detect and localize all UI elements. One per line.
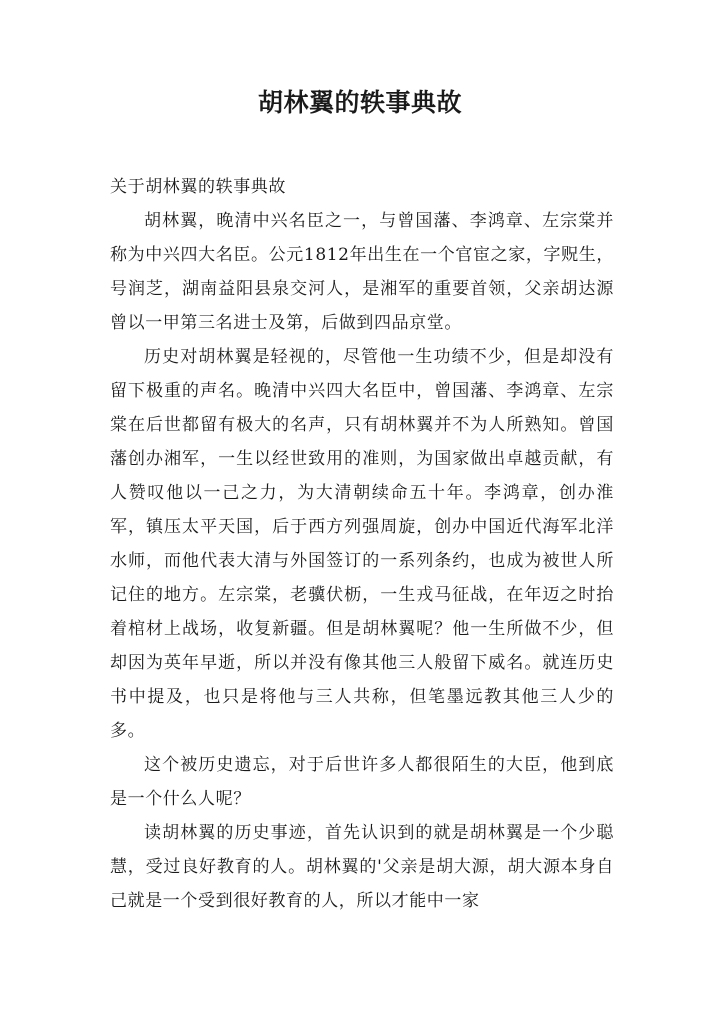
document-body <box>110 170 614 918</box>
paragraph-education: 读胡林翼的历史事迹，首先认识到的就是胡林翼是一个少聪慧，受过良好教育的人。胡林翼的'父亲是胡大源，胡大源本身自己就是一个受到很好教育的人，所以才能中一家 <box>110 823 614 911</box>
paragraph-intro: 胡林翼，晚清中兴名臣之一，与曾国藩、李鸿章、左宗棠并称为中兴四大名臣。公元1812年出生在一个官宦之家，字贶生，号润芝，湖南益阳县泉交河人，是湘军的重要首领，父亲胡达源曾以一甲第三名进士及第，后做到四品京堂。 <box>110 211 614 333</box>
paragraph-history: 历史对胡林翼是轻视的，尽管他一生功绩不少，但是却没有留下极重的声名。晚清中兴四大名臣中，曾国藩、李鸿章、左宗棠在后世都留有极大的名声，只有胡林翼并不为人所熟知。曾国藩创办湘军，一生以经世致用的准则，为国家做出卓越贡献，有人赞叹他以一己之力，为大清朝续命五十年。李鸿章，创办淮军，镇压太平天国，后于西方列强周旋，创办中国近代海军北洋水师，而他代表大清与外国签订的一系列条约，也成为被世人所记住的地方。左宗棠，老骥伏枥，一生戎马征战，在年迈之时抬着棺材上战场，收复新疆。但是胡林翼呢？他一生所做不少，但却因为英年早逝，所以并没有像其他三人般留下威名。就连历史书中提及，也只是将他与三人共称，但笔墨远教其他三人少的多。 <box>110 347 614 741</box>
paragraph-question: 这个被历史遗忘，对于后世许多人都很陌生的大臣，他到底是一个什么人呢？ <box>110 755 614 809</box>
document-title: 胡林翼的轶事典故 <box>257 88 462 117</box>
document-subtitle: 关于胡林翼的轶事典故 <box>110 177 286 197</box>
